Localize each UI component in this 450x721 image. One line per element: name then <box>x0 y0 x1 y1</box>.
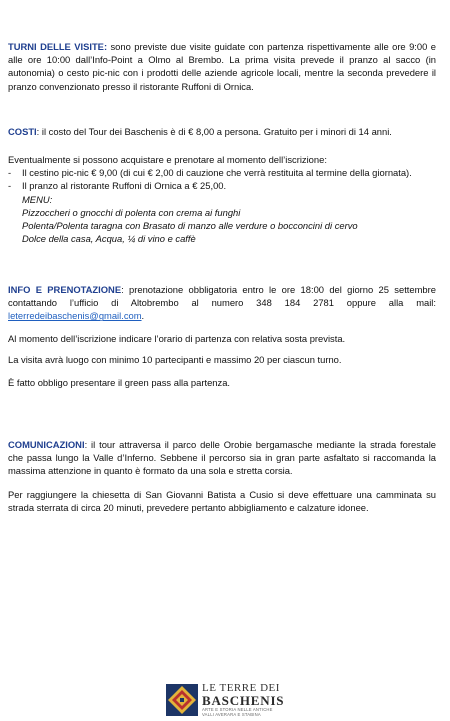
menu-title: MENU: <box>22 193 53 205</box>
info-label: INFO E PRENOTAZIONE <box>8 284 122 295</box>
info-email-after: . <box>141 310 145 322</box>
email-link[interactable]: leterredeibaschenis@gmail.com <box>8 310 142 322</box>
visits-label: TURNI DELLE VISITE: <box>8 41 108 52</box>
logo-text <box>202 683 284 717</box>
menu-item: Polenta/Polenta taragna con Brasato di manzo alle verdure o bocconcini di cervo <box>22 220 358 232</box>
list-item: - Il cestino pic-nic € 9,00 (di cui € 2,00 di cauzione che verrà restituita al termine della giornata). <box>8 166 436 179</box>
visits-section <box>8 40 436 93</box>
optional-list <box>8 166 436 192</box>
comms-label: COMUNICAZIONI <box>8 439 85 450</box>
baschenis-emblem-icon <box>166 684 198 716</box>
info-section <box>8 283 436 323</box>
costs-label: COSTI <box>8 126 37 137</box>
optional-section <box>8 153 436 245</box>
logo-line-1: LE TERRE DEI <box>202 682 280 694</box>
optional-intro: Eventualmente si possono acquistare e prenotare al momento dell’iscrizione: <box>8 154 327 165</box>
footer-logo <box>166 683 284 717</box>
info-para-3: È fatto obbligo presentare il green pass alla partenza. <box>8 377 231 388</box>
logo-line-2: BASCHENIS <box>202 693 285 708</box>
menu-block <box>8 193 436 246</box>
info-text: : prenotazione obbligatoria entro le ore 18:00 del giorno 25 settembre contattando l’ufficio di Altobrembo al numero 348 184 2781 oppure alla mail: <box>8 284 436 309</box>
menu-item: Dolce della casa, Acqua, ¼ di vino e caffè <box>22 233 196 245</box>
logo-line-3b: VALLI AVERARA E STABINA <box>202 712 261 718</box>
menu-item: Pizzoccheri o gnocchi di polenta con crema ai funghi <box>22 206 241 218</box>
costs-section <box>8 125 436 138</box>
info-para-2: La visita avrà luogo con minimo 10 partecipanti e massimo 20 per ciascun turno. <box>8 354 342 365</box>
list-item: - Il pranzo al ristorante Ruffoni di Ornica a € 25,00. <box>8 179 436 192</box>
logo-line-3a: ARTE E STORIA NELLE ANTICHE <box>202 707 273 712</box>
visits-text: sono previste due visite guidate con partenza rispettivamente alle ore 9:00 e alle ore 10:00 dall’Info-Point a Olmo al Brembo. La prima visita prevede il pranzo al sacco (in autonomia) o cesto pic-nic con i prodotti delle aziende agricole locali, mentre la seconda prevedere il pranzo convenzionato presso il ristorante Ruffoni di Ornica. <box>8 41 436 92</box>
comms-para-2: Per raggiungere la chiesetta di San Giovanni Batista a Cusio si deve effettuare una camminata su strada sterrata di circa 20 minuti, prevedere pertanto abbigliamento e calzature idonee. <box>8 489 436 514</box>
info-para-1: Al momento dell’iscrizione indicare l’orario di partenza con relativa sosta prevista. <box>8 333 346 344</box>
comms-text: : il tour attraversa il parco delle Orobie bergamasche mediante la strada forestale che passa lungo la Valle d’Inferno. Sebbene il percorso sia in gran parte asfaltato si raccomanda la massima attenzione in quanto è formato da una sola e stretta corsia. <box>8 439 436 477</box>
costs-text: : il costo del Tour dei Baschenis è di € 8,00 a persona. Gratuito per i minori di 14 anni. <box>36 126 392 137</box>
comms-section <box>8 438 436 478</box>
